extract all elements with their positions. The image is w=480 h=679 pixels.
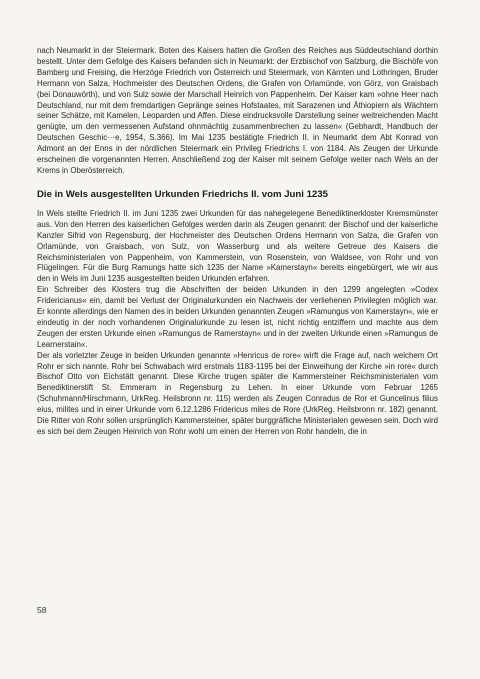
section-heading: Die in Wels ausgestellten Urkunden Friedrichs II. vom Juni 1235 <box>37 188 328 200</box>
body-paragraph: Ein Schreiber des Klosters trug die Abschriften der beiden Urkunden in den 1299 angelegten »Codex Fridericianus« ein, damit bei Verlust der Originalurkunden ein Nachweis der verliehenen Privilegien möglich war. Er konnte allerdings den Namen des in beiden Urkunden genannten Zeugen »Ramungus von Kamerstayn«, wie er eindeutig in der noch vorhandenen Originalurkunde zu lesen ist, nicht richtig entziffern und machte aus dem Zeugen der ersten Urkunde einen »Ramungus de Ramerstayn« und in der zweiten Urkunde einen »Ramungus de Learnerstain«. <box>37 285 438 349</box>
body-paragraph: In Wels stellte Friedrich II. im Juni 1235 zwei Urkunden für das nahegelegene Benediktinerkloster Kremsmünster aus. Von den Herren des kaiserlichen Gefolges werden darin als Zeugen genannt: der Bischof und der kaiserliche Kanzler Sifrid von Regensburg, der Hochmeister des Deutschen Ordens Hermann von Salza, die Grafen von Orlamünde, von Graisbach, von Sulz, von Wasserburg und als weitere Getreue des Kaisers die Reichsministerialen von Pappenheim, von Kammerstein, von Rosenstein, von Waldsee, von Rohr und von Flügelingen. Für die Burg Ramungs hatte sich 1235 der Name »Kamerstayn« bereits eingebürgert, wie wir aus den in Wels im Juni 1235 ausgestellten beiden Urkunden erfahren. <box>37 208 438 284</box>
body-paragraph: nach Neumarkt in der Steiermark. Boten des Kaisers hatten die Großen des Reiches aus Süddeutschland dorthin bestellt. Unter dem Gefolge des Kaisers befanden sich in Neumarkt: der Erzbischof von Salzburg, die Bischöfe von Bamberg und Freising, die Herzöge Friedrich von Österreich und Steiermark, von Kärnten und Lothringen, Bruder Hermann von Salza, Hochmeister des Deutschen Ordens, die Grafen von Orlamünde, von Görz, von Graisbach (bei Donauwörth), und von Sulz sowie der Marschall Heinrich von Pappenheim. Der Kaiser kam »ohne Heer nach Deutschland, nur mit dem fremdartigen Gepränge seines Hofstaates, mit Sarazenen und Äthiopiern als Wächtern seiner Schätze, mit Kamelen, Leoparden und Affen. Diese eindrucksvolle Darstellung seiner weitreichenden Macht genügte, um den vermessenen Aufstand ohnmächtig zusammenbrechen zu lassen« (Gebhardt, Handbuch der Deutschen Geschic···e, 1954, S.366). Im Mai 1235 bestätigte Friedrich II. in Neumarkt dem Abt Konrad von Admont an der Enns in der nördlichen Steiermark ein Privileg Friedrichs I. von 1184. Als Zeugen der Urkunde erscheinen die vorgenannten Herren. Anschließend zog der Kaiser mit seinem Gefolge weiter nach Wels an der Krems in Oberösterreich. <box>37 46 438 175</box>
body-paragraph: Der als vorletzter Zeuge in beiden Urkunden genannte »Henricus de rore« wirft die Frage auf, nach welchem Ort Rohr er sich nannte. Rohr bei Schwabach wird erstmals 1183-1195 bei der Einweihung der Kirche »in rore« durch Bischof Otto von Eichstätt genannt. Diese Kirche trugen später die Kammersteiner Reichsministerialen vom Benediktinerstift St. Emmeram in Regensburg zu Lehen. In einer Urkunde vom Februar 1265 (Schuhmann/Hirschmann, UrkReg. Heilsbronn nr. 115) werden als Zeugen Conradus de Ror et Guncelinus filius eius, milites und in einer Urkunde vom 6.12.1286 Fridericus miles de Rore (UrkReg. Heilsbronn nr. 182) genannt. Die Ritter von Rohr sollen ursprünglich Kammersteiner, später burggräfliche Ministerialen gewesen sein. Doch wird es sich bei dem Zeugen Heinrich von Rohr wohl um einen der Herren von Rohr handeln, die in <box>37 350 438 436</box>
text-column <box>37 46 438 438</box>
page-number: 58 <box>37 605 47 615</box>
